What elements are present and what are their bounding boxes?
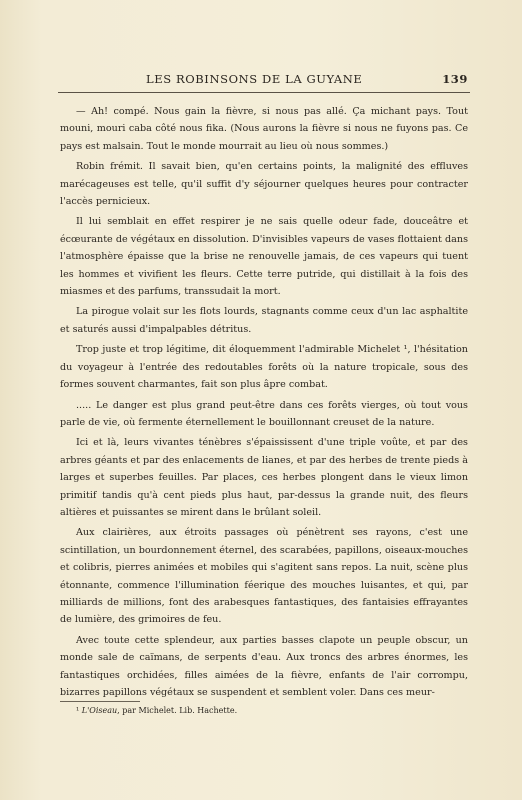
paragraph: Ici et là, leurs vivantes ténèbres s'épaississent d'une triple voûte, et par des arbres géants et par des enlacements de lianes, et par des herbes de trente pieds à larges et superbes feuilles. Par places, ces herbes plongent dans le vieux limon primitif tandis qu'à cent pieds plus haut, par-dessus la grande nuit, des fleurs altières et puissantes se mirent dans le brûlant soleil. (60, 437, 468, 518)
paragraph: — Ah! compé. Nous gain la fièvre, si nous pas allé. Ça michant pays. Tout mouni, mouri caba côté nous fika. (Nous aurons la fièvre si nous ne fuyons pas. Ce pays est malsain. Tout le monde mourrait au lieu où nous sommes.) (60, 106, 468, 152)
header-rule (58, 92, 470, 93)
page-header (60, 72, 468, 90)
footnote (76, 705, 237, 717)
footnote-text: , par Michelet. Lib. Hachette. (117, 706, 238, 715)
page-number: 139 (442, 72, 468, 86)
paragraph: ..... Le danger est plus grand peut-être dans ces forêts vierges, où tout vous parle de vie, où fermente éternellement le bouillonnant creuset de la nature. (60, 399, 468, 428)
footnote-title: L'Oiseau (81, 706, 118, 715)
paragraph: Aux clairières, aux étroits passages où pénètrent ses rayons, c'est une scintillation, un bourdonnement éternel, des scarabées, papillons, oiseaux-mouches et colibris, pierres animées et mobiles qui s'agitent sans repos. La nuit, scène plus étonnante, commence l'illumination féerique des mouches luisantes, et qui, par milliards de millions, font des arabesques fantastiques, des fantaisies effrayantes de lumière, des grimoires de feu. (60, 527, 468, 626)
paragraph: Trop juste et trop légitime, dit éloquemment l'admirable Michelet ¹, l'hésitation du voyageur à l'entrée des redoutables forêts où la nature tropicale, sous des formes souvent charmantes, fait son plus âpre combat. (60, 344, 468, 391)
paragraph: La pirogue volait sur les flots lourds, stagnants comme ceux d'un lac asphaltite et saturés aussi d'impalpables détritus. (60, 306, 468, 335)
paragraph: Avec toute cette splendeur, aux parties basses clapote un peuple obscur, un monde sale de caïmans, de serpents d'eau. Aux troncs des arbres énormes, les fantastiques orchidées, filles aimées de la fièvre, enfants de l'air corrompu, bizarres papillons végétaux se suspendent et semblent voler. Dans ces meur- (60, 634, 468, 698)
body-text (60, 103, 468, 704)
paragraph: Robin frémit. Il savait bien, qu'en certains points, la malignité des effluves marécageuses est telle, qu'il suffit d'y séjourner quelques heures pour contracter l'accès pernicieux. (60, 161, 468, 208)
footnote-mark: ¹ (76, 706, 80, 715)
running-title: LES ROBINSONS DE LA GUYANE (146, 72, 363, 86)
paragraph: Il lui semblait en effet respirer je ne sais quelle odeur fade, douceâtre et écœurante de végétaux en dissolution. D'invisibles vapeurs de vases flottaient dans l'atmosphère épaisse que la brise ne renouvelle jamais, de ces vapeurs qui tuent les hommes et vivifient les fleurs. Cette terre putride, qui distillait à la fois des miasmes et des parfums, transsudait la mort. (60, 216, 468, 298)
footnote-rule (60, 701, 140, 702)
